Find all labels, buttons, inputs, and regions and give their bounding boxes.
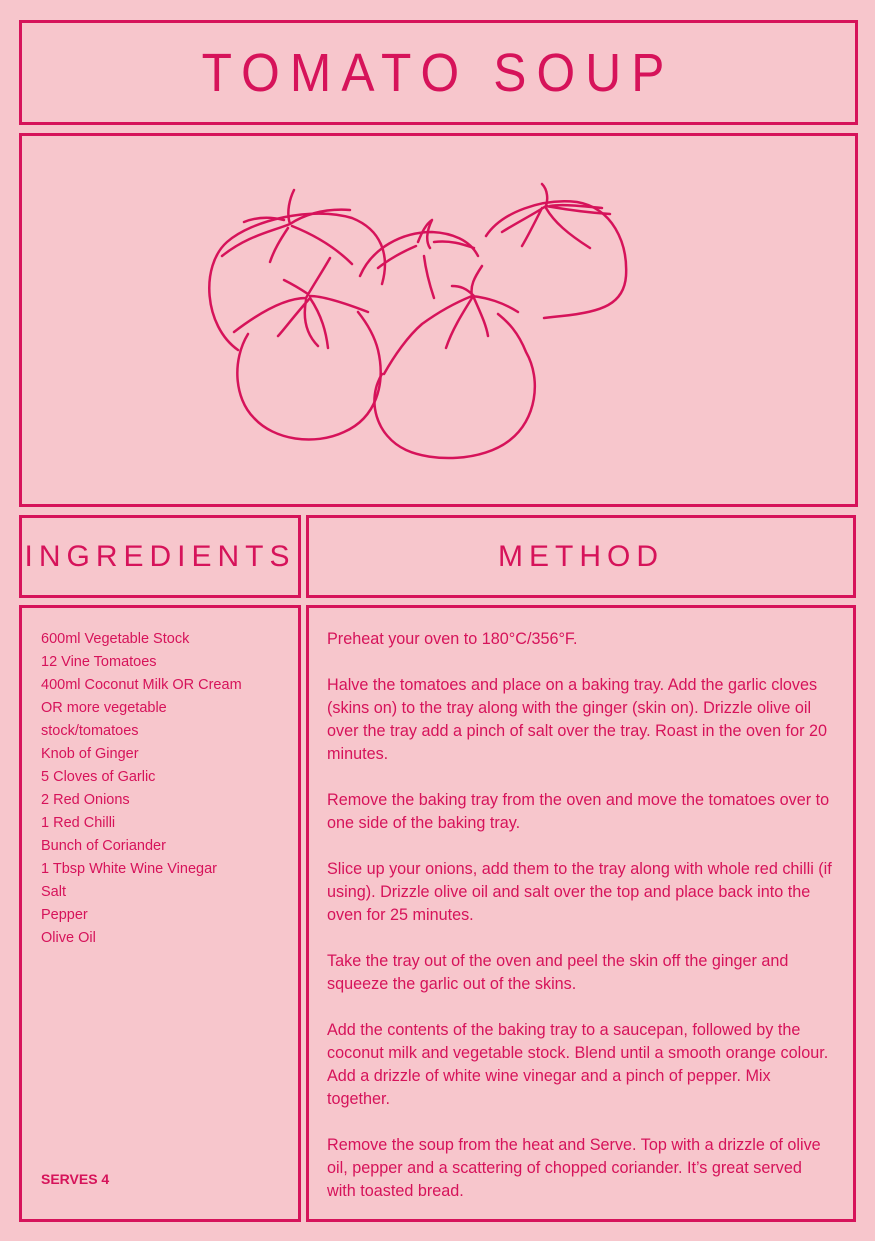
- method-steps: [327, 628, 835, 1226]
- method-step: Halve the tomatoes and place on a baking tray. Add the garlic cloves (skins on) to the tray along with the ginger (skin on). Drizzle olive oil over the tray add a pinch of salt over the tray. Roast in the oven for 20 minutes.: [327, 676, 827, 763]
- ingredient-item: stock/tomatoes: [41, 723, 139, 739]
- title-box: [19, 20, 858, 125]
- ingredient-item: Pepper: [41, 907, 88, 923]
- ingredient-item: 2 Red Onions: [41, 792, 130, 808]
- method-step: Remove the soup from the heat and Serve. Top with a drizzle of olive oil, pepper and a scattering of chopped coriander. It’s great served with toasted bread.: [327, 1136, 821, 1200]
- ingredient-item: Bunch of Coriander: [41, 838, 166, 854]
- method-step: Remove the baking tray from the oven and move the tomatoes over to one side of the baking tray.: [327, 791, 830, 832]
- method-panel: [306, 605, 856, 1222]
- ingredient-item: 600ml Vegetable Stock: [41, 631, 190, 647]
- method-heading-box: [306, 515, 856, 598]
- method-heading: METHOD: [498, 539, 664, 573]
- ingredients-list: [41, 628, 242, 950]
- method-step: Preheat your oven to 180°C/356°F.: [327, 630, 578, 648]
- ingredients-panel: [19, 605, 301, 1222]
- method-step: Take the tray out of the oven and peel the skin off the ginger and squeeze the garlic out of the skins.: [327, 952, 789, 993]
- illustration-box: [19, 133, 858, 507]
- ingredients-heading: INGREDIENTS: [24, 539, 296, 573]
- tomato-front-right: [374, 314, 534, 458]
- page-title: TOMATO SOUP: [202, 42, 675, 103]
- ingredient-item: 400ml Coconut Milk OR Cream: [41, 677, 242, 693]
- serves-label: SERVES 4: [41, 1171, 110, 1187]
- ingredient-item: OR more vegetable: [41, 700, 167, 716]
- tomatoes-illustration-icon: [22, 136, 855, 504]
- method-step: Slice up your onions, add them to the tray along with whole red chilli (if using). Drizzle olive oil and salt over the top and place back into the oven for 25 minutes.: [327, 860, 832, 924]
- ingredient-item: Knob of Ginger: [41, 746, 139, 762]
- ingredient-item: Olive Oil: [41, 930, 96, 946]
- ingredient-item: 5 Cloves of Garlic: [41, 769, 156, 785]
- ingredient-item: Salt: [41, 884, 66, 900]
- ingredient-item: 1 Tbsp White Wine Vinegar: [41, 861, 217, 877]
- method-step: Add the contents of the baking tray to a saucepan, followed by the coconut milk and vegetable stock. Blend until a smooth orange colour. Add a drizzle of white wine vinegar and a pinch of pepper. Mix together.: [327, 1021, 829, 1108]
- tomato-back-right: [486, 201, 626, 318]
- ingredient-item: 12 Vine Tomatoes: [41, 654, 157, 670]
- ingredients-heading-box: [19, 515, 301, 598]
- ingredient-item: 1 Red Chilli: [41, 815, 116, 831]
